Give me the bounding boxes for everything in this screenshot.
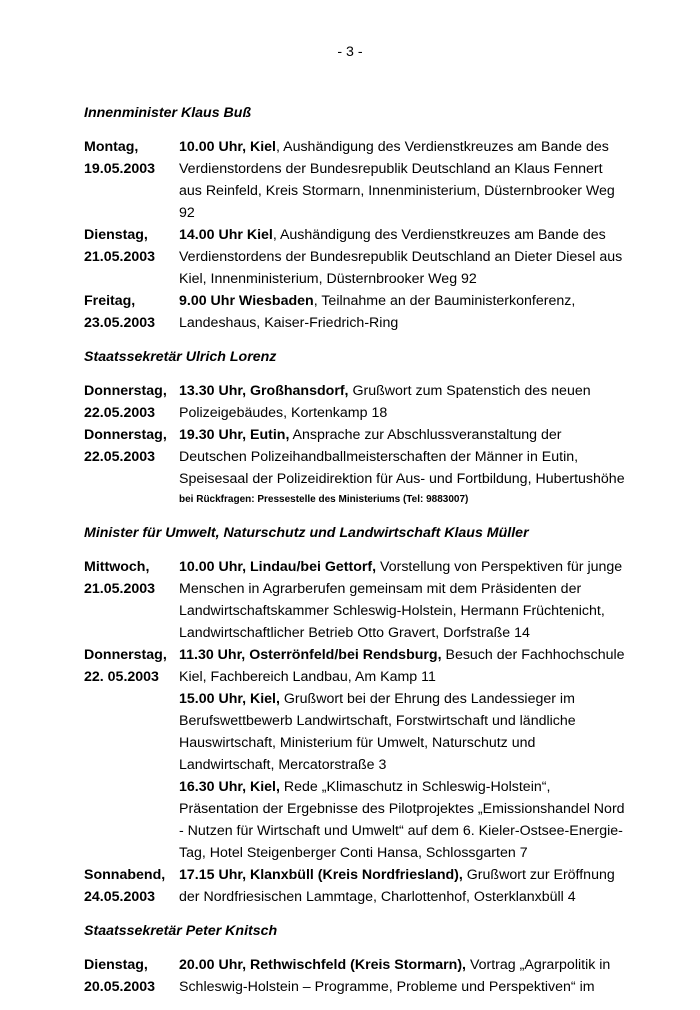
entry-list: [84, 380, 629, 510]
section-staatssekretaer-lorenz: [84, 346, 629, 510]
entry-text: Grußwort bei der Ehrung des Landessieger im Berufswettbewerb Landwirtschaft, Forstwirtschaft und ländliche Hauswirtschaft, Ministerium für Umwelt, Naturschutz und Landwirtschaft, Mercatorstraße 3: [179, 691, 576, 773]
entry-item: [179, 864, 629, 908]
entry-time-place: 10.00 Uhr, Kiel: [179, 139, 276, 155]
entry-date: [84, 224, 179, 290]
section-innenminister: [84, 102, 629, 334]
schedule-entry: [84, 954, 629, 998]
contact-note: bei Rückfragen: Pressestelle des Ministeriums (Tel: 9883007): [179, 494, 469, 505]
schedule-entry: [84, 644, 629, 864]
entry-description: [179, 136, 629, 224]
entry-list: [84, 136, 629, 334]
schedule-entry: [84, 424, 629, 510]
entry-date-value: 22.05.2003: [84, 405, 156, 421]
schedule-entry: [84, 136, 629, 224]
entry-date-value: 24.05.2003: [84, 889, 156, 905]
entry-description: [179, 290, 629, 334]
schedule-entry: [84, 380, 629, 424]
entry-date: [84, 380, 179, 424]
entry-time-place: 14.00 Uhr Kiel: [179, 227, 273, 243]
entry-time-place: 20.00 Uhr, Rethwischfeld (Kreis Stormarn),: [179, 957, 466, 973]
entry-item: [179, 136, 629, 224]
entry-item: [179, 954, 629, 998]
entry-text: , Aushändigung des Verdienstkreuzes am Bande des Verdienstordens der Bundesrepublik Deutschland an Klaus Fennert aus Reinfeld, Kreis Stormarn, Innenministerium, Düsternbrooker Weg 92: [179, 139, 615, 221]
section-umweltminister: [84, 522, 629, 908]
document-body: [84, 102, 629, 1010]
entry-item: [179, 776, 629, 864]
entry-item: [179, 688, 629, 776]
entry-date-value: 22. 05.2003: [84, 669, 159, 685]
entry-item: [179, 224, 629, 290]
entry-date: [84, 424, 179, 510]
entry-date-value: 20.05.2003: [84, 979, 156, 995]
schedule-entry: [84, 290, 629, 334]
entry-day: Sonnabend,: [84, 867, 166, 883]
entry-item: [179, 380, 629, 424]
entry-text: Besuch der Fachhochschule Kiel, Fachbereich Landbau, Am Kamp 11: [179, 647, 625, 685]
entry-item: [179, 556, 629, 644]
entry-date: [84, 864, 179, 908]
entry-date: [84, 644, 179, 864]
schedule-entry: [84, 556, 629, 644]
entry-description: [179, 954, 629, 998]
entry-item: [179, 290, 629, 334]
section-heading: Staatssekretär Ulrich Lorenz: [84, 349, 277, 365]
entry-text: Rede „Klimaschutz in Schleswig-Holstein“, Präsentation der Ergebnisse des Pilotprojektes „Emissionshandel Nord - Nutzen für Wirtschaft und Umwelt“ auf dem 6. Kieler-Ostsee-Energie-Tag, Hotel Steigenberger Conti Hansa, Schlossgarten 7: [179, 779, 625, 861]
section-heading: Minister für Umwelt, Naturschutz und Landwirtschaft Klaus Müller: [84, 525, 529, 541]
entry-text: , Teilnahme an der Bauministerkonferenz, Landeshaus, Kaiser-Friedrich-Ring: [179, 293, 576, 331]
entry-day: Mittwoch,: [84, 559, 150, 575]
entry-date-value: 22.05.2003: [84, 449, 156, 465]
entry-list: [84, 954, 629, 998]
entry-description: [179, 556, 629, 644]
page-number: - 3 -: [337, 44, 363, 60]
entry-description: [179, 224, 629, 290]
schedule-entry: [84, 864, 629, 908]
entry-time-place: 13.30 Uhr, Großhansdorf,: [179, 383, 349, 399]
entry-date-value: 23.05.2003: [84, 315, 156, 331]
entry-day: Dienstag,: [84, 957, 148, 973]
entry-text: Grußwort zum Spatenstich des neuen Polizeigebäudes, Kortenkamp 18: [179, 383, 591, 421]
entry-time-place: 16.30 Uhr, Kiel,: [179, 779, 280, 795]
entry-date-value: 21.05.2003: [84, 249, 156, 265]
entry-description: [179, 864, 629, 908]
entry-item: [179, 424, 629, 490]
entry-day: Donnerstag,: [84, 647, 167, 663]
entry-description: [179, 644, 629, 864]
entry-date: [84, 954, 179, 998]
entry-text: Grußwort zur Eröffnung der Nordfriesischen Lammtage, Charlottenhof, Osterklanxbüll 4: [179, 867, 615, 905]
entry-date-value: 19.05.2003: [84, 161, 156, 177]
entry-time-place: 9.00 Uhr Wiesbaden: [179, 293, 314, 309]
entry-day: Montag,: [84, 139, 139, 155]
entry-text: Ansprache zur Abschlussveranstaltung der Deutschen Polizeihandballmeisterschaften der Männer in Eutin, Speisesaal der Polizeidirektion für Aus- und Fortbildung, Hubertushöhe: [179, 427, 625, 487]
entry-time-place: 19.30 Uhr, Eutin,: [179, 427, 290, 443]
entry-date: [84, 136, 179, 224]
entry-day: Donnerstag,: [84, 383, 167, 399]
entry-item: [179, 644, 629, 688]
section-staatssekretaer-knitsch: [84, 920, 629, 998]
entry-date: [84, 556, 179, 644]
schedule-entry: [84, 224, 629, 290]
entry-date-value: 21.05.2003: [84, 581, 156, 597]
entry-date: [84, 290, 179, 334]
entry-text: Vortrag „Agrarpolitik in Schleswig-Holstein – Programme, Probleme und Perspektiven“ im: [179, 957, 611, 995]
section-heading: Staatssekretär Peter Knitsch: [84, 923, 278, 939]
entry-text: Vorstellung von Perspektiven für junge Menschen in Agrarberufen gemeinsam mit dem Präsidenten der Landwirtschaftskammer Schleswig-Holstein, Hermann Früchtenicht, Landwirtschaftlicher Betrieb Otto Gravert, Dorfstraße 14: [179, 559, 623, 641]
section-heading: Innenminister Klaus Buß: [84, 105, 252, 121]
entry-description: [179, 380, 629, 424]
entry-description: [179, 424, 629, 510]
entry-time-place: 11.30 Uhr, Osterrönfeld/bei Rendsburg,: [179, 647, 442, 663]
entry-day: Donnerstag,: [84, 427, 167, 443]
entry-text: , Aushändigung des Verdienstkreuzes am Bande des Verdienstordens der Bundesrepublik Deutschland an Dieter Diesel aus Kiel, Innenministerium, Düsternbrooker Weg 92: [179, 227, 623, 287]
entry-time-place: 10.00 Uhr, Lindau/bei Gettorf,: [179, 559, 377, 575]
entry-time-place: 15.00 Uhr, Kiel,: [179, 691, 280, 707]
entry-day: Dienstag,: [84, 227, 148, 243]
entry-day: Freitag,: [84, 293, 136, 309]
entry-time-place: 17.15 Uhr, Klanxbüll (Kreis Nordfriesland),: [179, 867, 463, 883]
entry-list: [84, 556, 629, 908]
